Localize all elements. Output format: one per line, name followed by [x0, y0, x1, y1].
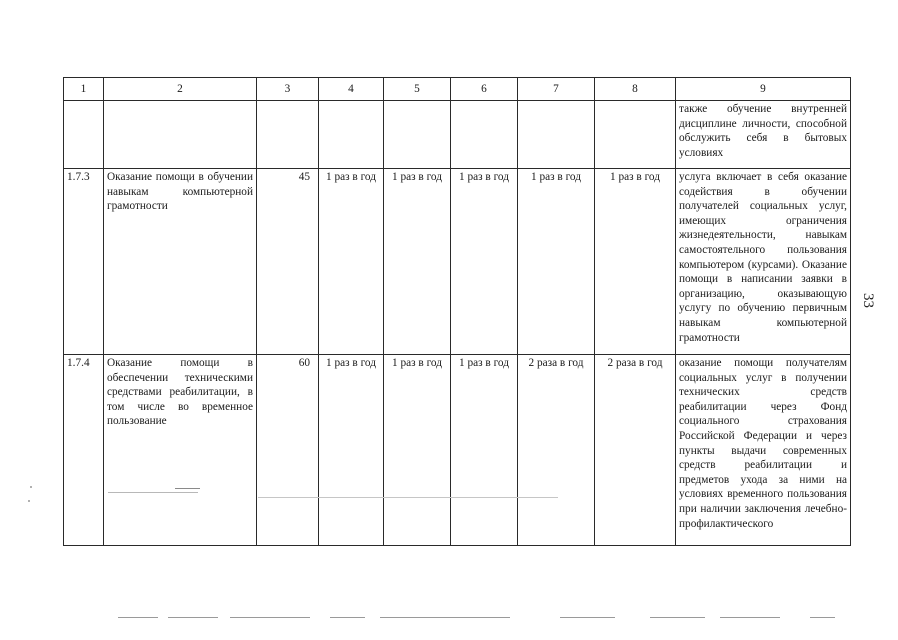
- header-cell: 5: [384, 78, 451, 101]
- header-cell: 1: [64, 78, 104, 101]
- scan-artifact-line: [230, 617, 310, 618]
- scan-artifact-line: [118, 617, 158, 618]
- row-number: 1.7.3: [64, 169, 104, 355]
- header-cell: 6: [451, 78, 518, 101]
- frequency-cell: 1 раз в год: [384, 355, 451, 546]
- frequency-cell: [451, 101, 518, 169]
- scan-artifact-line: [258, 497, 558, 498]
- service-name: Оказание помощи в обучении навыкам компьютерной грамотности: [104, 169, 257, 355]
- frequency-cell: [518, 101, 595, 169]
- service-description: оказание помощи получателям социальных услуг в получении технических средств реабилитации через Фонд социального страхования Российской Федерации и через пункты выдачи современных средств реабилитации и предметов ухода за ними на условиях временного пользования при наличии заключения лечебно-профилактического: [676, 355, 851, 546]
- scan-artifact-line: [175, 488, 200, 489]
- table-header-row: [64, 78, 851, 101]
- scan-artifact-line: [810, 617, 835, 618]
- frequency-cell: 2 раза в год: [518, 355, 595, 546]
- row-number: [64, 101, 104, 169]
- header-cell: 8: [595, 78, 676, 101]
- service-name: [104, 101, 257, 169]
- service-volume: [257, 101, 319, 169]
- service-description: услуга включает в себя оказание содействия в обучении получателей социальных услуг, имеющих ограничения жизнедеятельности, навыкам самостоятельного пользования компьютером (курсами). Оказание помощи в написании заявки в организацию, оказывающую услугу по обучению первичным навыкам компьютерной грамотности: [676, 169, 851, 355]
- scan-artifact-line: [330, 617, 365, 618]
- scan-artifact-line: [560, 617, 615, 618]
- services-table: [63, 77, 851, 546]
- row-number: 1.7.4: [64, 355, 104, 546]
- scan-artifact-dot: [28, 500, 30, 502]
- scan-artifact-line: [650, 617, 705, 618]
- scan-artifact-line: [720, 617, 780, 618]
- header-cell: 9: [676, 78, 851, 101]
- table-row: [64, 101, 851, 169]
- table-row: [64, 169, 851, 355]
- frequency-cell: 2 раза в год: [595, 355, 676, 546]
- header-cell: 7: [518, 78, 595, 101]
- frequency-cell: [595, 101, 676, 169]
- frequency-cell: 1 раз в год: [595, 169, 676, 355]
- frequency-cell: 1 раз в год: [451, 355, 518, 546]
- service-name: Оказание помощи в обеспечении техническими средствами реабилитации, в том числе во временное пользование: [104, 355, 257, 546]
- header-cell: 2: [104, 78, 257, 101]
- scan-artifact-line: [380, 617, 510, 618]
- header-cell: 4: [319, 78, 384, 101]
- service-volume: 60: [257, 355, 319, 546]
- header-cell: 3: [257, 78, 319, 101]
- scan-artifact-line: [168, 617, 218, 618]
- frequency-cell: 1 раз в год: [319, 355, 384, 546]
- scan-artifact-line: [108, 492, 198, 493]
- scan-artifact-dot: [30, 486, 32, 488]
- page-number: 33: [860, 293, 876, 308]
- frequency-cell: 1 раз в год: [384, 169, 451, 355]
- service-description: также обучение внутренней дисциплине личности, способной обслужить себя в бытовых условиях: [676, 101, 851, 169]
- frequency-cell: 1 раз в год: [518, 169, 595, 355]
- table-row: [64, 355, 851, 546]
- frequency-cell: 1 раз в год: [451, 169, 518, 355]
- frequency-cell: [384, 101, 451, 169]
- frequency-cell: 1 раз в год: [319, 169, 384, 355]
- frequency-cell: [319, 101, 384, 169]
- service-volume: 45: [257, 169, 319, 355]
